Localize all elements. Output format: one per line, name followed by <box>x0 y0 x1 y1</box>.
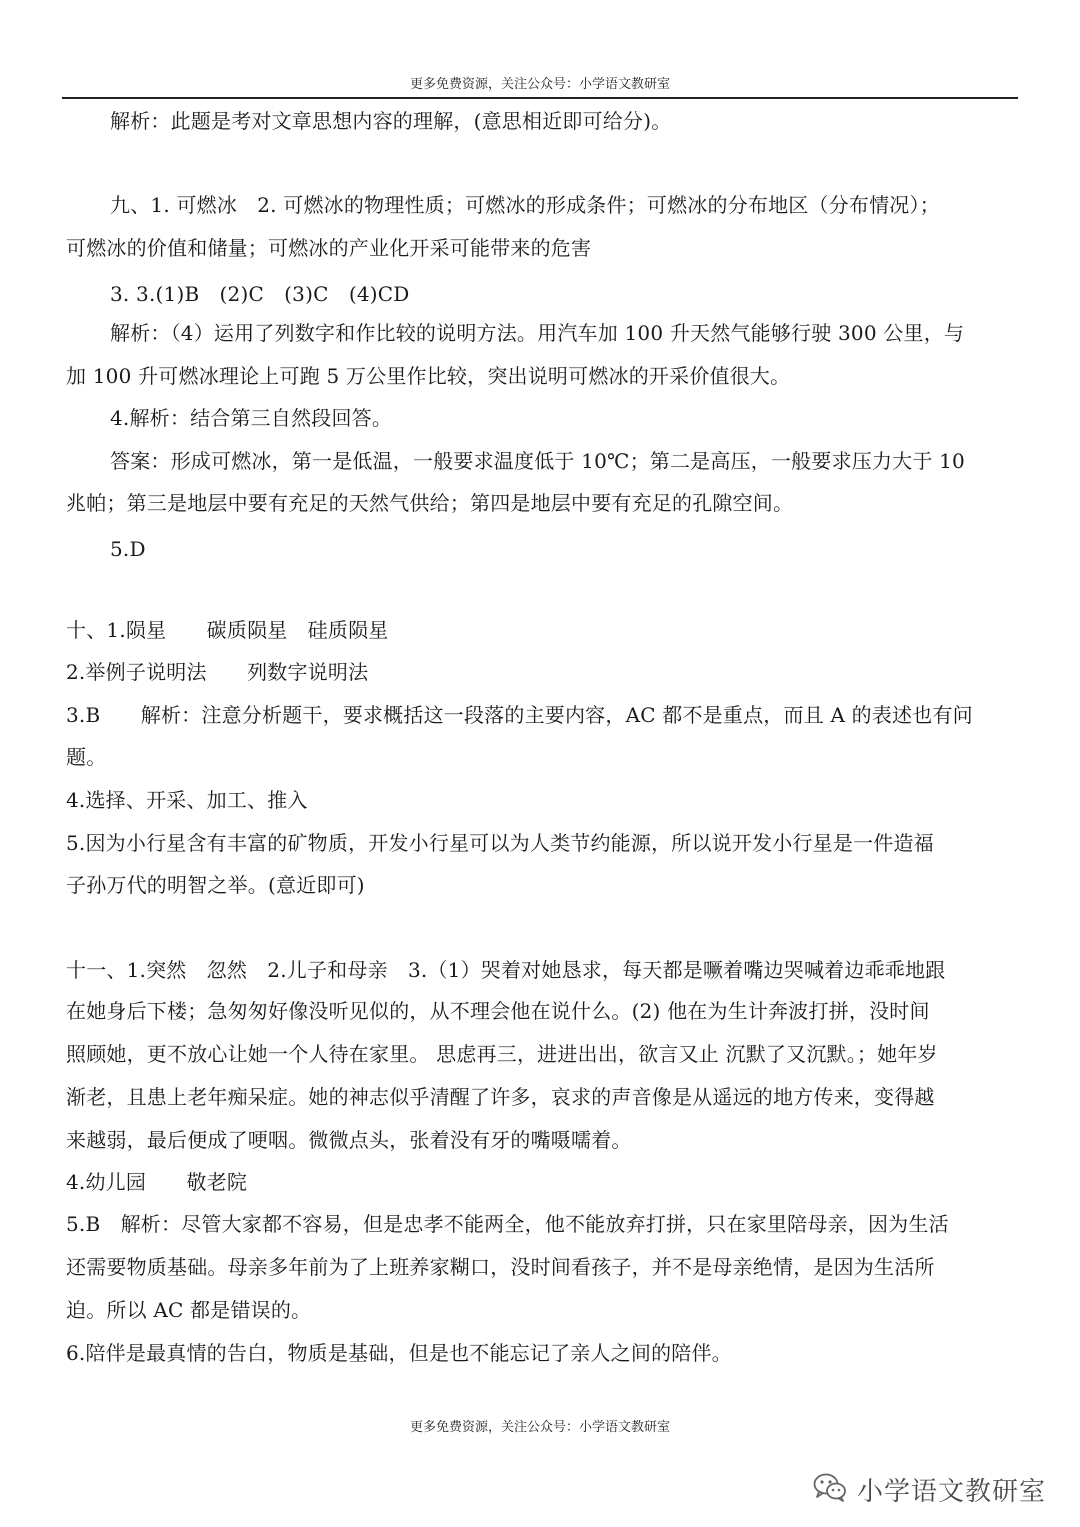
text-line: 十一、1.突然 忽然 2.儿子和母亲 3.（1）哭着对她恳求，每天都是噘着嘴边哭喊着边乖乖地跟 <box>66 958 946 982</box>
text-line: 子孙万代的明智之举。(意近即可) <box>66 873 365 897</box>
text-line: 6.陪伴是最真情的告白，物质是基础，但是也不能忘记了亲人之间的陪伴。 <box>66 1341 732 1365</box>
text-line: 在她身后下楼；急匆匆好像没听见似的，从不理会他在说什么。(2) 他在为生计奔波打拼，没时间 <box>66 999 930 1023</box>
text-line: 来越弱，最后便成了哽咽。微微点头，张着没有牙的嘴嗫嚅着。 <box>66 1128 632 1152</box>
text-line: 加 100 升可燃冰理论上可跑 5 万公里作比较，突出说明可燃冰的开采价值很大。 <box>66 364 791 388</box>
text-line: 2.举例子说明法 列数字说明法 <box>66 660 369 684</box>
text-line: 4.选择、开采、加工、推入 <box>66 788 308 812</box>
text-line: 3. 3.(1)B (2)C (3)C (4)CD <box>110 282 410 306</box>
watermark <box>813 1467 1046 1511</box>
text-line: 5.因为小行星含有丰富的矿物质，开发小行星可以为人类节约能源，所以说开发小行星是一件造福 <box>66 831 934 855</box>
text-line: 解析：（4）运用了列数字和作比较的说明方法。用汽车加 100 升天然气能够行驶 300 公里，与 <box>110 321 965 345</box>
page-header: 更多免费资源，关注公众号：小学语文教研室 <box>409 77 670 92</box>
text-line: 题。 <box>66 745 107 769</box>
text-line: 九、1. 可燃冰 2. 可燃冰的物理性质；可燃冰的形成条件；可燃冰的分布地区（分布情况）； <box>110 193 940 217</box>
text-line: 5.D <box>110 537 146 561</box>
header-divider <box>62 97 1018 99</box>
watermark-text: 小学语文教研室 <box>856 1476 1046 1507</box>
text-line: 迫。所以 AC 都是错误的。 <box>66 1298 312 1322</box>
wechat-icon <box>813 1472 847 1506</box>
text-line: 可燃冰的价值和储量；可燃冰的产业化开采可能带来的危害 <box>66 236 592 260</box>
text-line: 渐老，且患上老年痴呆症。她的神志似乎清醒了许多，哀求的声音像是从遥远的地方传来，变得越 <box>66 1085 935 1109</box>
text-line: 兆帕；第三是地层中要有充足的天然气供给；第四是地层中要有充足的孔隙空间。 <box>66 491 794 515</box>
text-line: 4.解析：结合第三自然段回答。 <box>110 406 393 430</box>
text-line: 解析：此题是考对文章思想内容的理解，(意思相近即可给分)。 <box>110 109 672 133</box>
text-line: 答案：形成可燃冰，第一是低温，一般要求温度低于 10℃；第二是高压，一般要求压力大于 10 <box>110 449 965 473</box>
text-line: 4.幼儿园 敬老院 <box>66 1170 248 1194</box>
page-footer: 更多免费资源，关注公众号：小学语文教研室 <box>409 1420 670 1435</box>
text-line: 十、1.陨星 碳质陨星 硅质陨星 <box>66 618 389 642</box>
text-line: 3.B 解析：注意分析题干，要求概括这一段落的主要内容，AC 都不是重点，而且 A 的表述也有问 <box>66 703 973 727</box>
text-line: 5.B 解析：尽管大家都不容易，但是忠孝不能两全，他不能放弃打拼，只在家里陪母亲，因为生活 <box>66 1212 949 1236</box>
text-line: 照顾她，更不放心让她一个人待在家里。 思虑再三，进进出出，欲言又止 沉默了又沉默。；她年岁 <box>66 1042 938 1066</box>
text-line: 还需要物质基础。母亲多年前为了上班养家糊口，没时间看孩子，并不是母亲绝情，是因为生活所 <box>66 1255 935 1279</box>
